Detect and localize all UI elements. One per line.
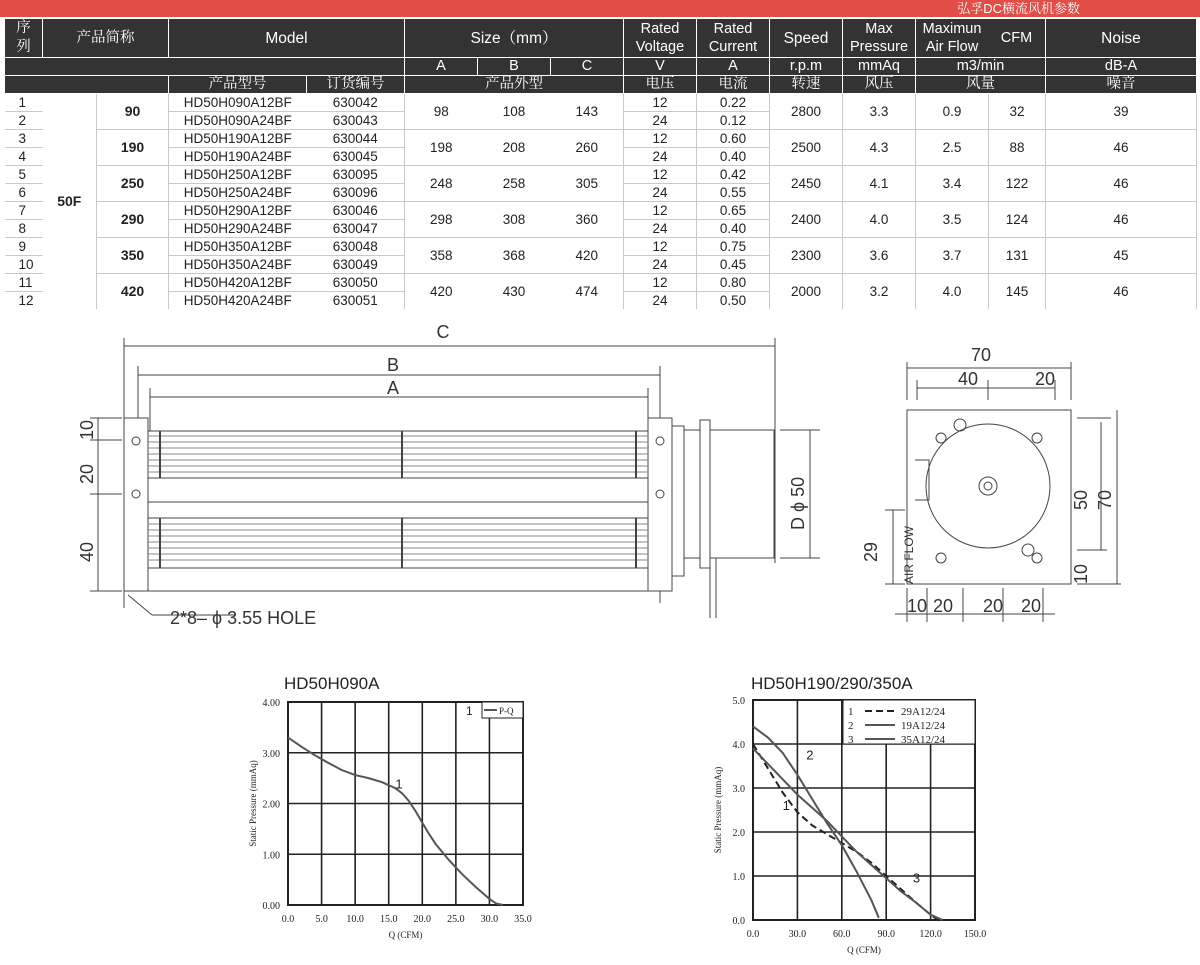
order-number: 630047 [307,220,405,238]
speed: 2000 [770,274,843,310]
legend-label-1: 29A12/24 [901,706,945,718]
noise: 46 [1046,274,1197,310]
table-row [5,166,1197,184]
order-number: 630044 [307,130,405,148]
model-code: HD50H090A12BF [169,94,307,112]
max-pressure: 3.6 [843,238,916,274]
model-code: HD50H190A24BF [169,148,307,166]
legend-label-2: 19A12/24 [901,720,945,732]
header-unit-m3: m3/min [916,58,1046,76]
product-abbr: 190 [97,130,169,166]
header-unit-rpm: r.p.m [770,58,843,76]
y-tick-label: 5.0 [732,696,745,707]
model-code: HD50H290A12BF [169,202,307,220]
header-cn-model: 产品型号 [169,76,307,94]
order-number: 630042 [307,94,405,112]
product-abbr: 90 [97,94,169,130]
series-label: 50F [43,94,97,310]
header-abbr: 产品简称 [43,19,169,58]
rated-voltage: 24 [624,256,697,274]
y-tick-label: 1.0 [732,872,745,883]
end-dim-70v: 70 [1095,489,1115,510]
x-axis-label: Q (CFM) [847,945,881,955]
order-number: 630049 [307,256,405,274]
rated-current: 0.55 [697,184,770,202]
header-model: Model [169,19,405,58]
rated-voltage: 12 [624,238,697,256]
noise: 46 [1046,130,1197,166]
rated-voltage: 12 [624,130,697,148]
legend-number-1: 1 [848,706,854,718]
max-pressure: 4.0 [843,202,916,238]
x-tick-label: 0.0 [746,929,760,940]
y-tick-label: 4.00 [262,698,280,709]
y-tick-label: 3.00 [262,748,280,760]
x-tick-label: 30.0 [788,929,807,940]
y-axis-label: Static Pressure (mmAq) [248,760,258,847]
noise: 46 [1046,166,1197,202]
airflow-label: AIR FLOW [902,525,916,584]
size-c: 420 [551,238,624,274]
table-row [5,238,1197,256]
row-number: 9 [5,238,43,256]
spec-table [4,18,1197,309]
size-c: 474 [551,274,624,310]
cfm: 131 [989,238,1046,274]
dim-dia-label: D ϕ 50 [788,476,808,530]
banner-title: 弘孚DC横流风机参数 [957,1,1080,16]
product-abbr: 350 [97,238,169,274]
header-cn-current: 电流 [697,76,770,94]
dim-a-label: A [386,378,400,398]
header-voltage: Rated Voltage [624,19,697,58]
y-tick-label: 2.0 [732,828,745,839]
speed: 2400 [770,202,843,238]
model-code: HD50H090A24BF [169,112,307,130]
dim-b-label: B [386,355,400,375]
speed: 2450 [770,166,843,202]
dim-40-label: 40 [77,541,97,562]
row-number: 12 [5,292,43,310]
y-axis-label: Static Pressure (mmAq) [713,766,723,854]
size-a: 198 [405,130,478,166]
header-airflow: Maximun Air Flow CFM [916,19,1046,58]
hole-note: 2*8– ϕ 3.55 HOLE [170,608,317,628]
header-cn-order: 订货编号 [307,76,405,94]
noise: 46 [1046,202,1197,238]
rated-voltage: 12 [624,166,697,184]
y-tick-label: 0.0 [732,916,745,927]
header-unit-mmaq: mmAq [843,58,916,76]
end-dim-10v: 10 [1071,563,1091,584]
legend-number-2: 2 [848,720,854,732]
header-seq: 序 列 [5,19,43,58]
row-number: 11 [5,274,43,292]
series-label-3: 3 [912,870,921,886]
end-dim-40: 40 [957,369,979,389]
header-cn-airflow: 风量 [916,76,1046,94]
header-cn-noise: 噪音 [1046,76,1197,94]
max-pressure: 3.2 [843,274,916,310]
table-row [5,94,1197,112]
x-tick-label: 60.0 [833,929,851,940]
series-label-1: 1 [395,776,403,792]
rated-voltage: 24 [624,220,697,238]
header-cn-pressure: 风压 [843,76,916,94]
size-b: 258 [478,166,551,202]
pq-chart-left [240,670,560,960]
model-code: HD50H420A12BF [169,274,307,292]
max-airflow: 3.4 [916,166,989,202]
product-abbr: 250 [97,166,169,202]
legend-number-3: 3 [848,734,854,746]
rated-current: 0.22 [697,94,770,112]
x-axis-label: Q (CFM) [388,930,423,940]
size-a: 298 [405,202,478,238]
size-a: 98 [405,94,478,130]
rated-current: 0.65 [697,202,770,220]
end-dim-b20a: 20 [933,596,954,616]
cfm: 124 [989,202,1046,238]
order-number: 630046 [307,202,405,220]
size-c: 305 [551,166,624,202]
noise: 39 [1046,94,1197,130]
rated-current: 0.42 [697,166,770,184]
title-banner [0,0,1200,17]
size-b: 430 [478,274,551,310]
order-number: 630045 [307,148,405,166]
x-tick-label: 10.0 [346,914,364,925]
header-cn-speed: 转速 [770,76,843,94]
size-a: 358 [405,238,478,274]
row-number: 4 [5,148,43,166]
chart-title: HD50H190/290/350A [751,674,913,693]
header-cn-shape: 产品外型 [405,76,624,94]
cfm: 88 [989,130,1046,166]
rated-current: 0.60 [697,130,770,148]
dim-20-label: 20 [77,463,97,484]
chart-title: HD50H090A [284,674,380,693]
model-code: HD50H190A12BF [169,130,307,148]
model-code: HD50H250A12BF [169,166,307,184]
row-number: 10 [5,256,43,274]
max-pressure: 4.1 [843,166,916,202]
max-pressure: 4.3 [843,130,916,166]
y-tick-label: 3.0 [732,784,745,795]
size-b: 208 [478,130,551,166]
size-a: 248 [405,166,478,202]
noise: 45 [1046,238,1197,274]
rated-current: 0.45 [697,256,770,274]
end-dim-50: 50 [1071,489,1091,510]
row-number: 1 [5,94,43,112]
max-airflow: 4.0 [916,274,989,310]
product-abbr: 420 [97,274,169,310]
end-dim-70: 70 [970,345,992,365]
table-row [5,130,1197,148]
y-tick-label: 0.00 [262,901,280,912]
header-size: Size（mm） [405,19,624,58]
rated-current: 0.40 [697,148,770,166]
x-tick-label: 30.0 [480,914,499,925]
max-airflow: 3.7 [916,238,989,274]
speed: 2300 [770,238,843,274]
rated-current: 0.75 [697,238,770,256]
order-number: 630048 [307,238,405,256]
x-tick-label: 35.0 [514,914,532,925]
product-abbr: 290 [97,202,169,238]
header-unit-dba: dB-A [1046,58,1197,76]
x-tick-label: 0.0 [281,914,295,925]
header-speed: Speed [770,19,843,58]
row-number: 5 [5,166,43,184]
header-c: C [551,58,624,76]
model-code: HD50H350A12BF [169,238,307,256]
x-tick-label: 5.0 [315,914,328,925]
x-tick-label: 20.0 [413,914,432,925]
y-tick-label: 2.00 [262,799,280,811]
x-tick-label: 15.0 [379,914,398,925]
dim-c-label: C [436,322,450,342]
rated-current: 0.50 [697,292,770,310]
row-number: 3 [5,130,43,148]
x-tick-label: 90.0 [877,929,895,940]
model-code: HD50H420A24BF [169,292,307,310]
rated-current: 0.12 [697,112,770,130]
header-a: A [405,58,478,76]
table-row [5,202,1197,220]
size-b: 308 [478,202,551,238]
row-number: 8 [5,220,43,238]
rated-current: 0.40 [697,220,770,238]
max-airflow: 3.5 [916,202,989,238]
end-dim-b20b: 20 [983,596,1004,616]
model-code: HD50H250A24BF [169,184,307,202]
header-cn-voltage: 电压 [624,76,697,94]
x-tick-label: 120.0 [919,929,942,940]
legend-label: P-Q [499,706,514,716]
table-row [5,274,1197,292]
rated-voltage: 24 [624,148,697,166]
cfm: 145 [989,274,1046,310]
row-number: 6 [5,184,43,202]
row-number: 2 [5,112,43,130]
rated-voltage: 24 [624,292,697,310]
legend-label-3: 35A12/24 [901,734,945,746]
dim-10-label: 10 [77,419,97,440]
rated-voltage: 12 [624,94,697,112]
end-dim-20: 20 [1034,369,1056,389]
rated-voltage: 12 [624,274,697,292]
order-number: 630050 [307,274,405,292]
size-a: 420 [405,274,478,310]
header-unit-v: V [624,58,697,76]
side-view-drawing [60,318,820,638]
x-tick-label: 25.0 [447,914,465,925]
header-current: Rated Current [697,19,770,58]
rated-voltage: 12 [624,202,697,220]
header-b: B [478,58,551,76]
header-pressure: Max Pressure [843,19,916,58]
size-b: 368 [478,238,551,274]
rated-current: 0.80 [697,274,770,292]
max-airflow: 2.5 [916,130,989,166]
y-tick-label: 4.0 [732,740,745,751]
row-number: 7 [5,202,43,220]
max-pressure: 3.3 [843,94,916,130]
order-number: 630096 [307,184,405,202]
model-code: HD50H350A24BF [169,256,307,274]
order-number: 630095 [307,166,405,184]
size-c: 360 [551,202,624,238]
rated-voltage: 24 [624,112,697,130]
end-dim-b10: 10 [907,596,928,616]
rated-voltage: 24 [624,184,697,202]
pq-chart-right [705,670,1005,965]
size-c: 260 [551,130,624,166]
y-tick-label: 1.00 [262,850,280,862]
header-unit-a: A [697,58,770,76]
cfm: 122 [989,166,1046,202]
series-label-2: 2 [806,747,814,763]
order-number: 630051 [307,292,405,310]
header-noise: Noise [1046,19,1197,58]
max-airflow: 0.9 [916,94,989,130]
series-label-1: 1 [782,798,790,813]
speed: 2800 [770,94,843,130]
end-dim-b20c: 20 [1021,596,1042,616]
end-dim-29: 29 [861,541,881,562]
end-view-drawing [855,340,1135,630]
order-number: 630043 [307,112,405,130]
size-b: 108 [478,94,551,130]
speed: 2500 [770,130,843,166]
legend-number: 1 [466,704,473,718]
size-c: 143 [551,94,624,130]
cfm: 32 [989,94,1046,130]
x-tick-label: 150.0 [963,929,987,940]
model-code: HD50H290A24BF [169,220,307,238]
